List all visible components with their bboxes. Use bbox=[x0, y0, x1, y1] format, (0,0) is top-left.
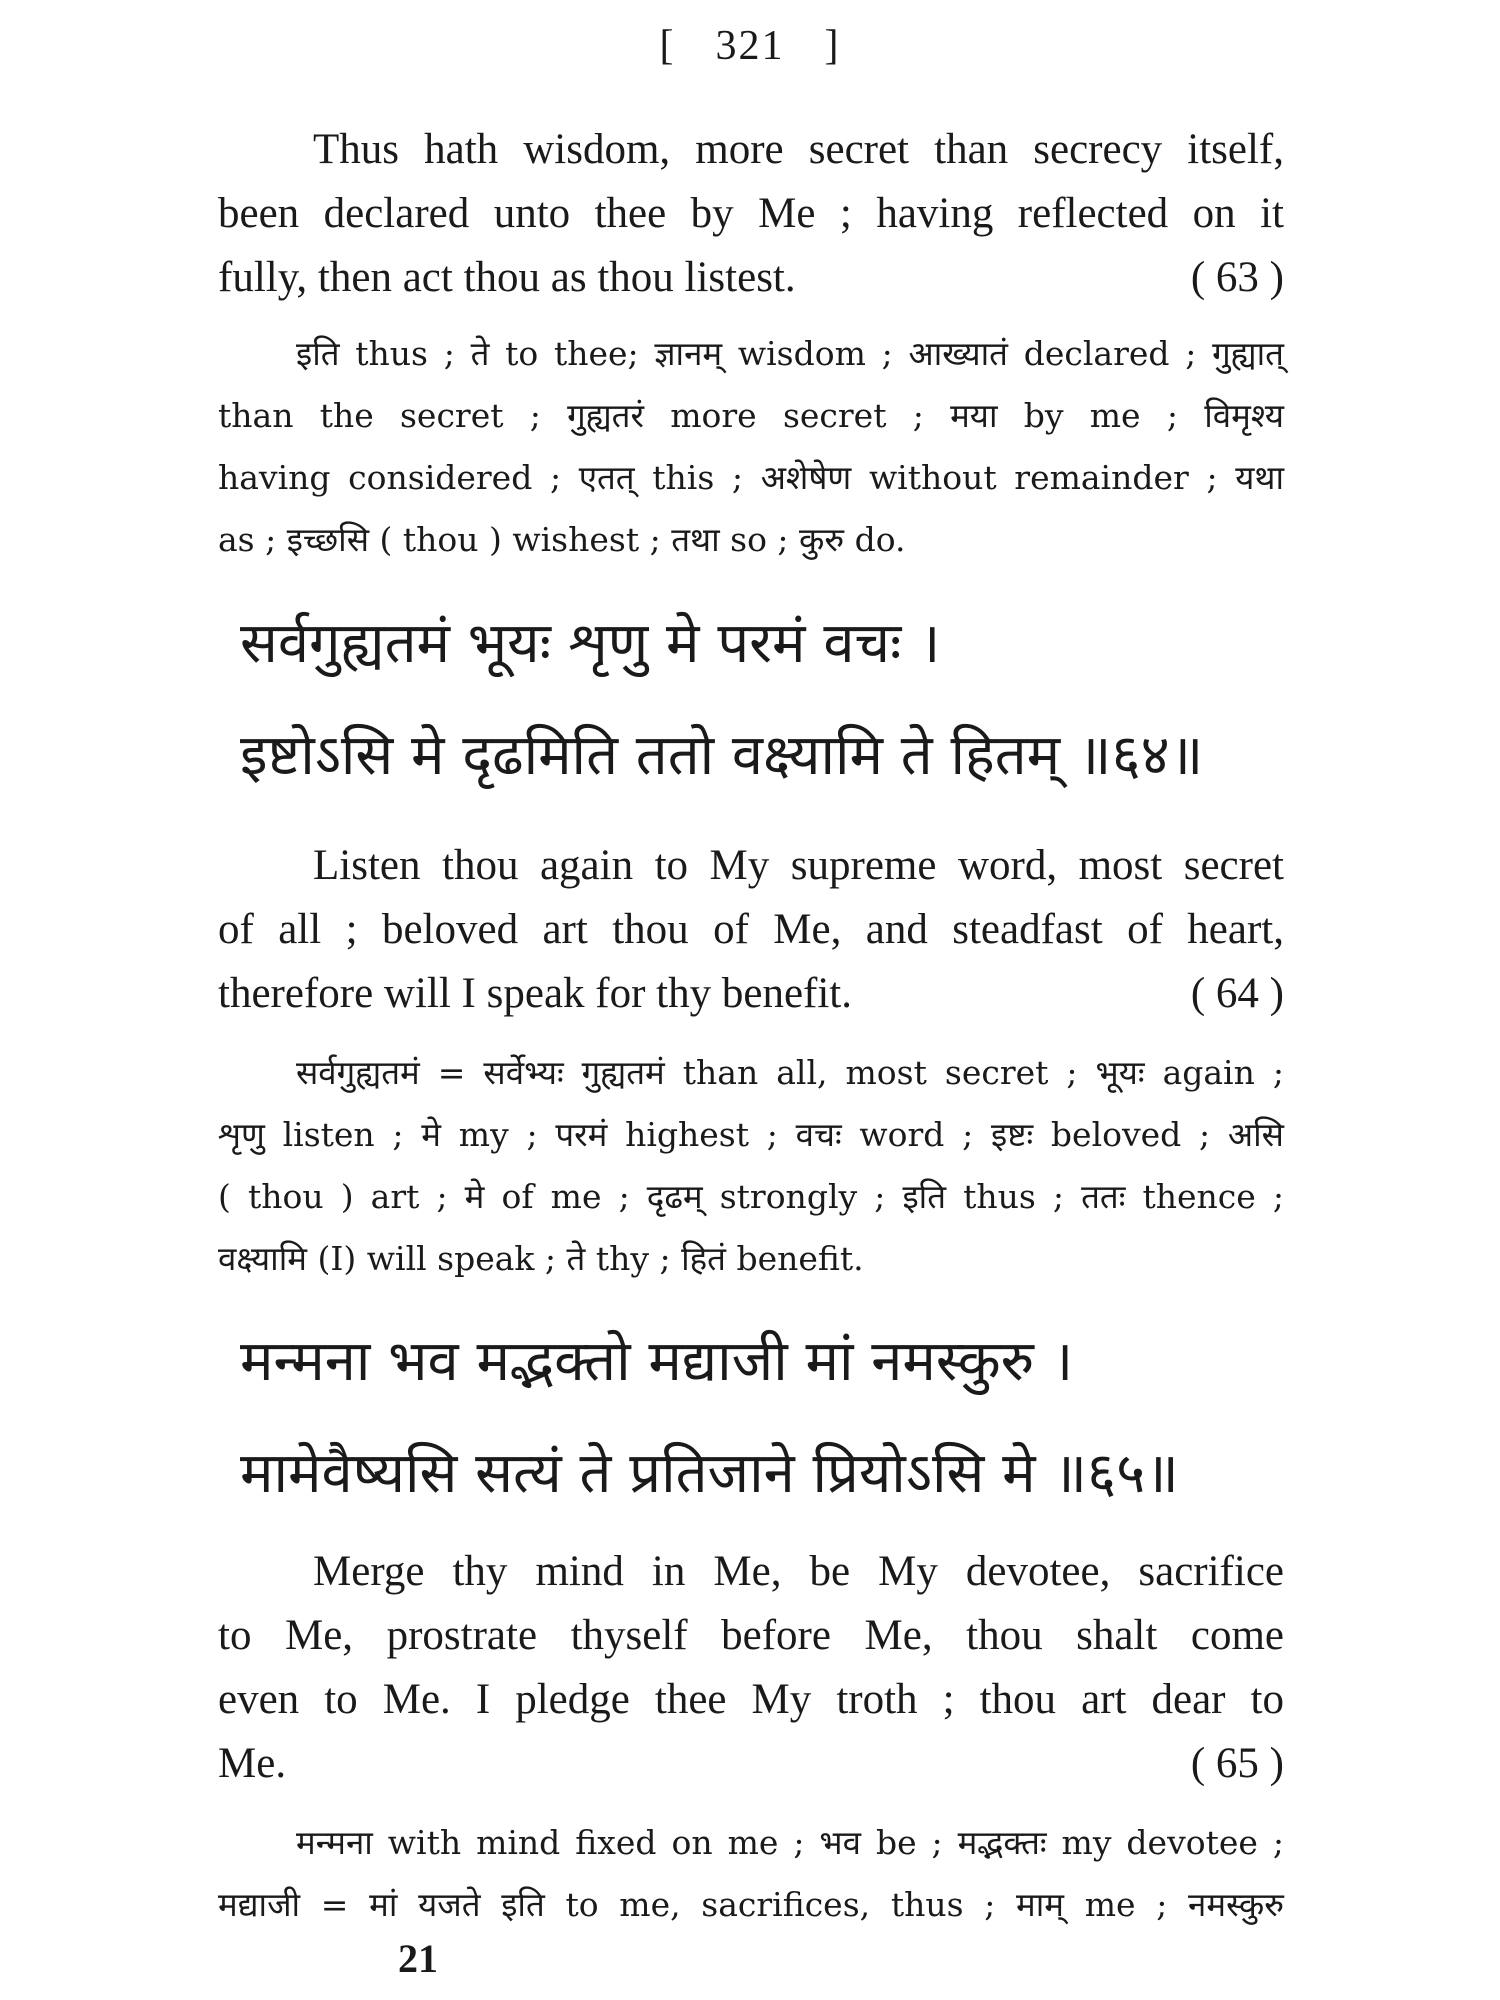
translation-line: of all ; beloved art thou of Me, and steadfast of heart, bbox=[218, 906, 1284, 953]
open-bracket: [ bbox=[659, 23, 676, 69]
page-number: 321 bbox=[715, 23, 785, 69]
translation-line: therefore will I speak for thy benefit. bbox=[218, 970, 852, 1017]
gloss-line: मद्याजी = मां यजते इति to me, sacrifices, thus ; माम् me ; नमस्कुरु bbox=[218, 1885, 1284, 1924]
signature-mark: 21 bbox=[398, 1936, 438, 1981]
verse-line: मामेवैष्यसि सत्यं ते प्रतिजाने प्रियोऽसि मे ॥६५॥ bbox=[240, 1441, 1179, 1506]
gloss-line: सर्वगुह्यतमं = सर्वेभ्यः गुह्यतमं than all, most secret ; भूयः again ; bbox=[296, 1053, 1284, 1092]
close-bracket: ] bbox=[824, 23, 841, 69]
translation-63 bbox=[218, 118, 1284, 310]
sanskrit-verse-64 bbox=[240, 588, 1306, 812]
verse-number: ( 63 ) bbox=[1190, 254, 1284, 301]
translation-line: Thus hath wisdom, more secret than secrecy itself, bbox=[313, 126, 1284, 173]
verse-line: इष्टोऽसि मे दृढमिति ततो वक्ष्यामि ते हितम् ॥६४॥ bbox=[240, 723, 1204, 788]
sanskrit-verse-65 bbox=[240, 1306, 1306, 1530]
gloss-line: having considered ; एतत् this ; अशेषेण without remainder ; यथा bbox=[218, 458, 1284, 497]
translation-last-line bbox=[218, 962, 1284, 1026]
gloss-line: मन्मना with mind fixed on me ; भव be ; मद्भक्तः my devotee ; bbox=[296, 1823, 1284, 1862]
gloss-65 bbox=[218, 1812, 1284, 1936]
page-header bbox=[0, 22, 1500, 70]
verse-number: ( 65 ) bbox=[1190, 1740, 1284, 1787]
translation-last-line bbox=[218, 1732, 1284, 1796]
gloss-line: than the secret ; गुह्यतरं more secret ; मया by me ; विमृश्य bbox=[218, 396, 1284, 435]
gloss-line: शृणु listen ; मे my ; परमं highest ; वचः word ; इष्टः beloved ; असि bbox=[218, 1115, 1284, 1154]
verse-number: ( 64 ) bbox=[1190, 970, 1284, 1017]
verse-line: मन्मना भव मद्भक्तो मद्याजी मां नमस्कुरु । bbox=[240, 1329, 1074, 1394]
verse-line: सर्वगुह्यतमं भूयः शृणु मे परमं वचः । bbox=[240, 611, 941, 676]
gloss-line: as ; इच्छसि ( thou ) wishest ; तथा so ; कुरु do. bbox=[218, 520, 906, 559]
translation-line: to Me, prostrate thyself before Me, thou shalt come bbox=[218, 1612, 1284, 1659]
gloss-63 bbox=[218, 323, 1284, 571]
translation-line: Me. bbox=[218, 1740, 287, 1787]
gloss-line: वक्ष्यामि (I) will speak ; ते thy ; हितं benefit. bbox=[218, 1239, 864, 1278]
gloss-line: ( thou ) art ; मे of me ; दृढम् strongly ; इति thus ; ततः thence ; bbox=[218, 1177, 1284, 1216]
translation-line: Merge thy mind in Me, be My devotee, sacrifice bbox=[313, 1548, 1284, 1595]
translation-last-line bbox=[218, 246, 1284, 310]
translation-line: fully, then act thou as thou listest. bbox=[218, 254, 796, 301]
gloss-64 bbox=[218, 1042, 1284, 1290]
translation-65 bbox=[218, 1540, 1284, 1796]
translation-line: even to Me. I pledge thee My troth ; thou art dear to bbox=[218, 1676, 1284, 1723]
gloss-line: इति thus ; ते to thee; ज्ञानम् wisdom ; आख्यातं declared ; गुह्यात् bbox=[296, 334, 1284, 373]
translation-line: Listen thou again to My supreme word, most secret bbox=[313, 842, 1284, 889]
translation-line: been declared unto thee by Me ; having reflected on it bbox=[218, 190, 1284, 237]
translation-64 bbox=[218, 834, 1284, 1026]
